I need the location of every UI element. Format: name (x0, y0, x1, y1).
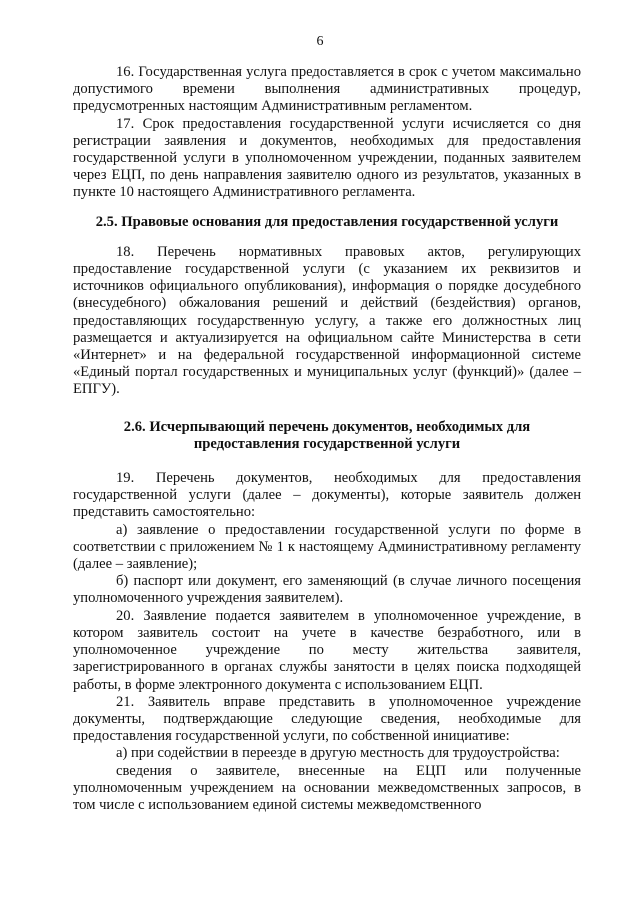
paragraph-17: 17. Срок предоставления государственной услуги исчисляется со дня регистрации заявления и документов, необходимых для предоставления государственной услуги в уполномоченном учреждении, поданных заявителем через ЕЦП, по день направления заявителю одного из результатов, указанных в пункте 10 настоящего Административного регламента. (73, 115, 581, 201)
paragraph-21: 21. Заявитель вправе представить в уполномоченное учреждение документы, подтверждающие следующие сведения, необходимые для предоставления государственной услуги, по собственной инициативе: (73, 693, 581, 745)
paragraph-21-a-1: сведения о заявителе, внесенные на ЕЦП или полученные уполномоченным учреждением на основании межведомственных запросов, в том числе с использованием единой системы межведомственного (73, 762, 581, 813)
paragraph-18: 18. Перечень нормативных правовых актов, регулирующих предоставление государственной услуги (с указанием их реквизитов и источников официального опубликования), информация о порядке досудебного (внесудебного) обжалования решений и действий (бездействия) органов, предоставляющих государственную услугу, а также его должностных лиц размещается и актуализируется на официальном сайте Министерства в сети «Интернет» и на федеральной государственной информационной системе «Единый портал государственных и муниципальных услуг (функций)» (далее – ЕПГУ). (73, 243, 581, 398)
paragraph-21-a: а) при содействии в переезде в другую местность для трудоустройства: (116, 745, 560, 762)
paragraph-16: 16. Государственная услуга предоставляется в срок с учетом максимально допустимого времени выполнения административных процедур, предусмотренных настоящим Административным регламентом. (73, 64, 581, 115)
page-content (73, 64, 581, 814)
paragraph-19-a: а) заявление о предоставлении государственной услуги по форме в соответствии с приложением № 1 к настоящему Административному регламенту (далее – заявление); (73, 521, 581, 573)
paragraph-19-b: б) паспорт или документ, его заменяющий (в случае личного посещения уполномоченного учреждения заявителем). (73, 573, 581, 607)
paragraph-20: 20. Заявление подается заявителем в уполномоченное учреждение, в котором заявитель состоит на учете в качестве безработного, или в уполномоченное учреждение по месту жительства заявителя, зарегистрированного в органах службы занятости в целях поиска подходящей работы, в форме электронного документа с использованием ЕЦП. (73, 607, 581, 693)
section-heading-2-5: 2.5. Правовые основания для предоставления государственной услуги (95, 213, 559, 230)
paragraph-19: 19. Перечень документов, необходимых для предоставления государственной услуги (далее – документы), которые заявитель должен представить самостоятельно: (73, 470, 581, 521)
page-number: 6 (316, 34, 324, 49)
section-heading-2-6: 2.6. Исчерпывающий перечень документов, необходимых для предоставления государственной услуги (123, 418, 531, 452)
